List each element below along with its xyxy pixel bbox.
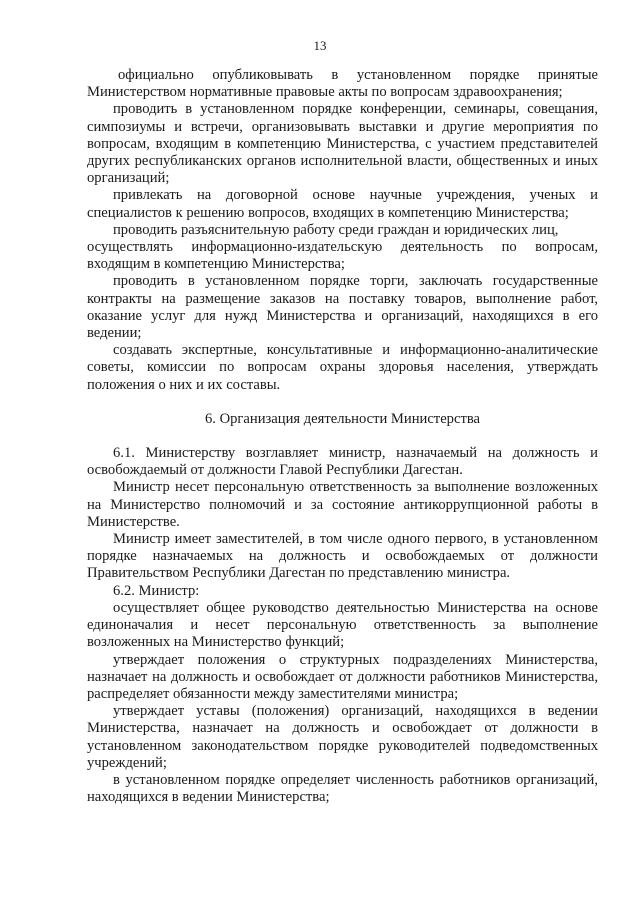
page-number: 13	[313, 38, 327, 53]
paragraph: проводить в установленном порядке торги, заключать государственные контракты на размещение заказов на поставку товаров, выполнение работ, оказание услуг для нужд Министерства и организаций, находящихся в его ведении;	[87, 273, 598, 342]
paragraph: Министр имеет заместителей, в том числе одного первого, в установленном порядке назначаемых на должность и освобождаемых от должности Правительством Республики Дагестан по представлению министра.	[87, 531, 598, 582]
paragraph: осуществляет общее руководство деятельностью Министерства на основе единоначалия и несет персональную ответственность за выполнение возложенных на Министерство функций;	[87, 599, 598, 651]
paragraph: 6.2. Министр:	[113, 582, 200, 599]
paragraph: проводить в установленном порядке конференции, семинары, совещания, симпозиумы и встречи, организовывать выставки и другие мероприятия по вопросам, входящим в компетенцию Министерства, с участием представителей других республиканских органов исполнительной власти, общественных и иных организаций;	[87, 101, 598, 187]
paragraph: проводить разъяснительную работу среди граждан и юридических лиц,	[113, 221, 559, 238]
paragraph: официально опубликовывать в установленном порядке принятые Министерством нормативные правовые акты по вопросам здравоохранения;	[87, 67, 598, 101]
paragraph: осуществлять информационно-издательскую деятельность по вопросам, входящим в компетенцию Министерства;	[87, 239, 598, 273]
document-body	[87, 67, 598, 806]
section-heading: 6. Организация деятельности Министерства	[205, 410, 480, 427]
paragraph: привлекать на договорной основе научные учреждения, ученых и специалистов к решению вопросов, входящих в компетенцию Министерства;	[87, 187, 598, 221]
paragraph: в установленном порядке определяет численность работников организаций, находящихся в ведении Министерства;	[87, 771, 598, 806]
paragraph: 6.1. Министерству возглавляет министр, назначаемый на должность и освобождаемый от должности Главой Республики Дагестан.	[87, 445, 598, 479]
paragraph: создавать экспертные, консультативные и информационно-аналитические советы, комиссии по вопросам охраны здоровья населения, утверждать положения о них и их составы.	[87, 342, 598, 393]
paragraph: Министр несет персональную ответственность за выполнение возложенных на Министерство полномочий и за состояние антикоррупционной работы в Министерстве.	[87, 479, 598, 530]
paragraph: утверждает уставы (положения) организаций, находящихся в ведении Министерства, назначает на должность и освобождает от должности в установленном законодательством порядке руководителей подведомственных учреждений;	[87, 703, 598, 771]
paragraph: утверждает положения о структурных подразделениях Министерства, назначает на должность и освобождает от должности работников Министерства, распределяет обязанности между заместителями министра;	[87, 651, 598, 702]
